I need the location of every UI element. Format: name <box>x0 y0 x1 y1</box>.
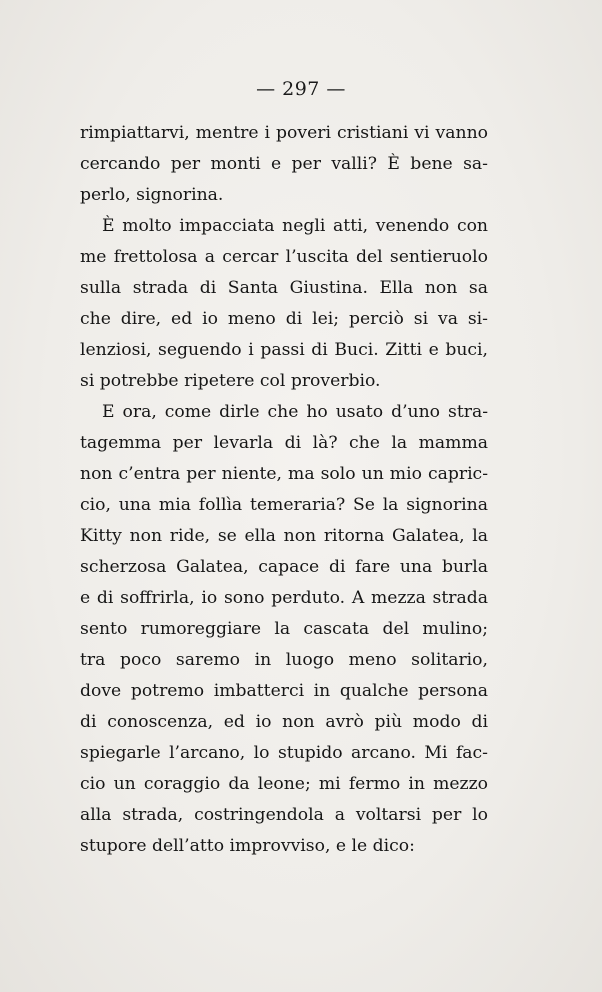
text-line: rimpiattarvi, mentre i poveri cristiani vi vanno <box>80 123 488 143</box>
text-line: sento rumoreggiare la cascata del mulino; <box>80 619 488 639</box>
text-line: di conoscenza, ed io non avrò più modo di <box>80 712 488 732</box>
text-line: lenziosi, seguendo i passi di Buci. Zitti e buci, <box>80 340 488 360</box>
text-line: cio, una mia follìa temeraria? Se la signorina <box>80 495 488 515</box>
text-line: non c’entra per niente, ma solo un mio capric- <box>80 464 488 484</box>
text-line: spiegarle l’arcano, lo stupido arcano. Mi fac- <box>80 743 488 763</box>
text-line: sulla strada di Santa Giustina. Ella non sa <box>80 278 488 298</box>
text-line: alla strada, costringendola a voltarsi per lo <box>80 805 488 825</box>
text-line: dove potremo imbatterci in qualche persona <box>80 681 488 701</box>
text-line: È molto impacciata negli atti, venendo con <box>102 216 488 236</box>
text-line: Kitty non ride, se ella non ritorna Galatea, la <box>80 526 488 546</box>
text-line: cio un coraggio da leone; mi fermo in mezzo <box>80 774 488 794</box>
body-text <box>80 118 488 862</box>
page-number: — 297 — <box>256 78 346 100</box>
text-line: tra poco saremo in luogo meno solitario, <box>80 650 488 670</box>
text-line: me frettolosa a cercar l’uscita del sentieruolo <box>80 247 488 267</box>
text-line: tagemma per levarla di là? che la mamma <box>80 433 488 453</box>
text-line: E ora, come dirle che ho usato d’uno stra- <box>102 402 488 422</box>
text-line: cercando per monti e per valli? È bene sa- <box>80 154 488 174</box>
text-line: perlo, signorina. <box>80 185 224 205</box>
text-line: che dire, ed io meno di lei; perciò si va si- <box>80 309 488 329</box>
text-line: scherzosa Galatea, capace di fare una burla <box>80 557 488 577</box>
text-line: stupore dell’atto improvviso, e le dico: <box>80 836 415 856</box>
text-line: si potrebbe ripetere col proverbio. <box>80 371 381 391</box>
text-line: e di soffrirla, io sono perduto. A mezza strada <box>80 588 488 608</box>
